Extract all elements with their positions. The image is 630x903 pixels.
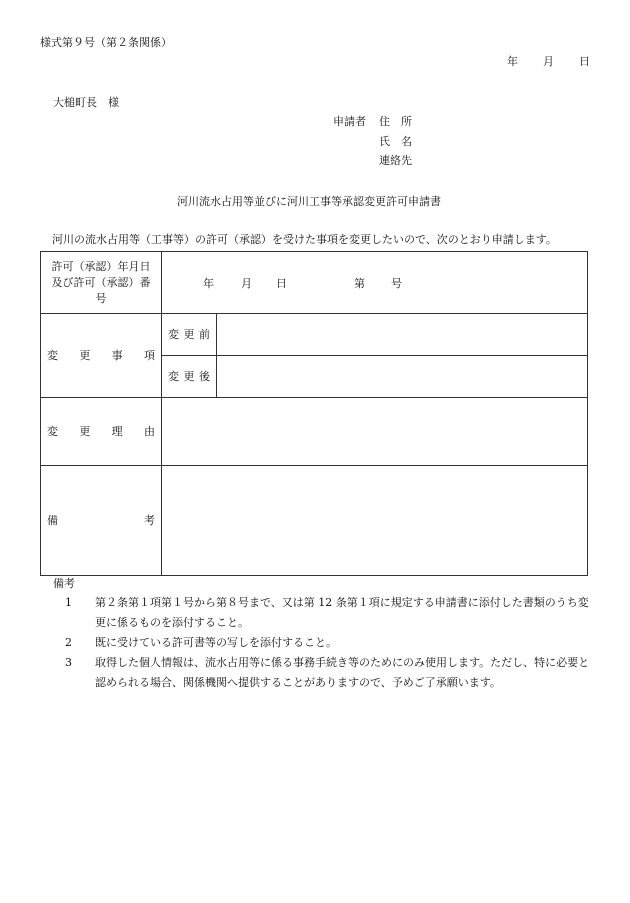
note-item — [45, 593, 590, 633]
reason-char-2: 更 — [79, 425, 91, 438]
after-char-2: 更 — [183, 370, 195, 383]
permit-label-line-1: 許可（承認）年月日 — [51, 259, 151, 273]
date-day: 日 — [579, 55, 590, 68]
change-item-label-cell — [41, 314, 162, 398]
permit-month: 月 — [241, 277, 252, 290]
note-item — [45, 633, 590, 653]
change-before-row — [41, 314, 588, 356]
permit-row — [41, 252, 588, 314]
reason-label-cell — [41, 398, 162, 466]
permit-dai: 第 — [354, 277, 365, 290]
intro-text: 河川の流水占用等（工事等）の許可（承認）を受けた事項を変更したいので、次のとおり申請します。 — [52, 233, 557, 246]
before-char-3: 前 — [199, 328, 210, 341]
before-char-1: 変 — [168, 328, 179, 341]
applicant-address-label: 住 所 — [379, 115, 412, 128]
change-item-char-1: 変 — [47, 349, 58, 362]
note-text: 取得した個人情報は、流水占用等に係る事務手続き等のためにのみ使用します。ただし、特に必要と認められる場合、関係機関へ提供することがありますので、予めご了承願います。 — [95, 656, 590, 689]
applicant-label: 申請者 — [333, 115, 366, 128]
after-char-3: 後 — [199, 370, 210, 383]
application-table — [40, 251, 588, 576]
change-item-char-4: 項 — [143, 349, 155, 362]
date-year: 年 — [507, 55, 518, 68]
permit-day: 日 — [276, 277, 287, 290]
before-label-cell — [162, 314, 217, 356]
note-item — [45, 653, 590, 693]
permit-go: 号 — [391, 277, 402, 290]
note-number: 1 — [65, 596, 72, 609]
addressee: 大槌町長 様 — [53, 96, 119, 109]
note-text: 既に受けている許可書等の写しを添付すること。 — [95, 636, 337, 649]
change-item-char-3: 事 — [111, 349, 123, 362]
date-month: 月 — [543, 55, 554, 68]
reason-char-1: 変 — [47, 425, 58, 438]
after-value-cell[interactable] — [217, 356, 588, 398]
before-char-2: 更 — [183, 328, 195, 341]
note-number: 3 — [65, 656, 72, 669]
remarks-value-cell[interactable] — [162, 466, 588, 576]
reason-char-4: 由 — [143, 425, 155, 438]
reason-value-cell[interactable] — [162, 398, 588, 466]
remarks-char-1: 備 — [47, 514, 58, 527]
reason-row — [41, 398, 588, 466]
notes-section — [45, 575, 590, 693]
note-text: 第２条第１項第１号から第８号まで、又は第 12 条第１項に規定する申請書に添付した書類のうち変更に係るものを添付すること。 — [95, 596, 589, 629]
applicant-name-label: 氏 名 — [379, 135, 412, 148]
after-label-cell — [162, 356, 217, 398]
permit-label-line-2: 及び許可（承認）番 — [51, 275, 151, 289]
after-char-1: 変 — [168, 370, 179, 383]
remarks-row — [41, 466, 588, 576]
permit-label-cell — [41, 252, 162, 314]
applicant-contact-label: 連絡先 — [379, 154, 412, 167]
remarks-char-2: 考 — [144, 514, 155, 527]
form-title: 河川流水占用等並びに河川工事等承認変更許可申請書 — [177, 195, 441, 208]
remarks-label-cell — [41, 466, 162, 576]
change-item-char-2: 更 — [79, 349, 91, 362]
before-value-cell[interactable] — [217, 314, 588, 356]
permit-year: 年 — [203, 277, 214, 290]
permit-label-line-3: 号 — [95, 291, 107, 305]
permit-value-cell — [162, 252, 588, 314]
note-number: 2 — [65, 636, 72, 649]
form-number: 様式第９号（第２条関係） — [40, 36, 172, 49]
notes-heading: 備考 — [53, 577, 75, 590]
reason-char-3: 理 — [111, 425, 123, 438]
